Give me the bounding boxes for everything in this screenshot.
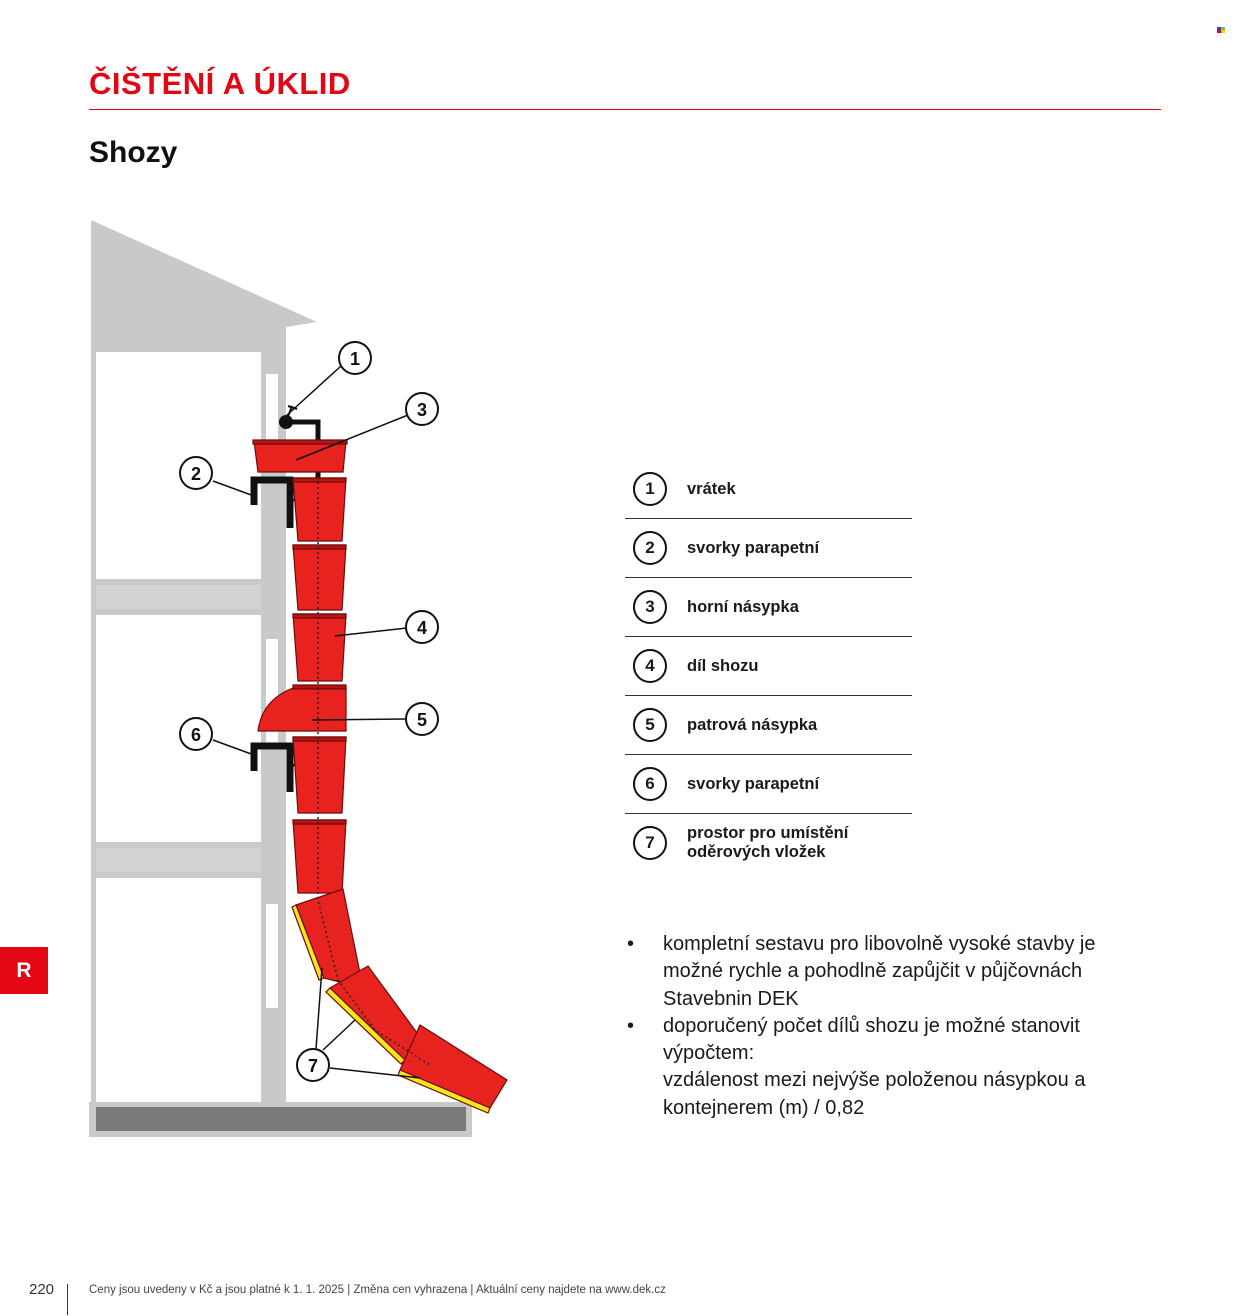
legend-label: svorky parapetní (687, 538, 820, 557)
callout-4 (406, 611, 438, 643)
legend-label: horní násypka (687, 597, 799, 616)
legend-row (625, 814, 912, 872)
legend-number: 7 (633, 826, 667, 860)
callout-4-label: 4 (416, 618, 428, 638)
legend-row (625, 637, 912, 696)
legend-label: patrová násypka (687, 715, 818, 734)
page-heading: Shozy (89, 136, 178, 169)
footer-text: Ceny jsou uvedeny v Kč a jsou platné k 1. 1. 2025 | Změna cen vyhrazena | Aktuální ceny najdete na www.dek.cz (89, 1284, 666, 1296)
legend-number: 2 (633, 531, 667, 565)
legend-number: 3 (633, 590, 667, 624)
legend-number: 4 (633, 649, 667, 683)
callout-7-label: 7 (307, 1056, 319, 1076)
legend-label: díl shozu (687, 656, 759, 675)
callout-1-label: 1 (349, 349, 361, 369)
callout-5-label: 5 (416, 710, 428, 730)
chute-diagram (80, 210, 530, 1145)
footer-divider (67, 1284, 68, 1315)
section-title: ČIŠTĚNÍ A ÚKLID (89, 66, 351, 101)
legend (625, 460, 912, 872)
legend-number: 6 (633, 767, 667, 801)
legend-number: 1 (633, 472, 667, 506)
formula-text: vzdálenost mezi nejvýše položenou násypkou a kontejnerem (m) / 0,82 (663, 1069, 1086, 1119)
legend-label: svorky parapetní (687, 774, 820, 793)
legend-label: prostor pro umístění oděrových vložek (687, 824, 849, 861)
callout-1 (339, 342, 371, 374)
callout-2-label: 2 (190, 464, 202, 484)
page-number: 220 (29, 1281, 55, 1298)
bullet-item: • kompletní sestavu pro libovolně vysoké stavby je možné rychle a pohodlně zapůjčit v půjčovnách Stavebnin DEK (625, 931, 1145, 1013)
callout-6 (180, 718, 212, 750)
building-illustration (89, 220, 472, 1137)
info-bullets (625, 931, 1145, 1122)
legend-label: vrátek (687, 479, 736, 498)
legend-number: 5 (633, 708, 667, 742)
legend-row (625, 755, 912, 814)
chapter-tab: R (0, 947, 48, 994)
bullet-item: • doporučený počet dílů shozu je možné stanovit výpočtem: (625, 1013, 1145, 1068)
callout-3 (406, 393, 438, 425)
callout-5 (406, 703, 438, 735)
callout-7 (297, 1049, 329, 1081)
legend-row (625, 519, 912, 578)
callout-3-label: 3 (416, 400, 428, 420)
color-mark-icon (1217, 27, 1225, 34)
title-divider (89, 109, 1161, 110)
callout-2 (180, 457, 212, 489)
legend-row (625, 696, 912, 755)
callout-6-label: 6 (190, 725, 202, 745)
legend-row (625, 578, 912, 637)
legend-row (625, 460, 912, 519)
